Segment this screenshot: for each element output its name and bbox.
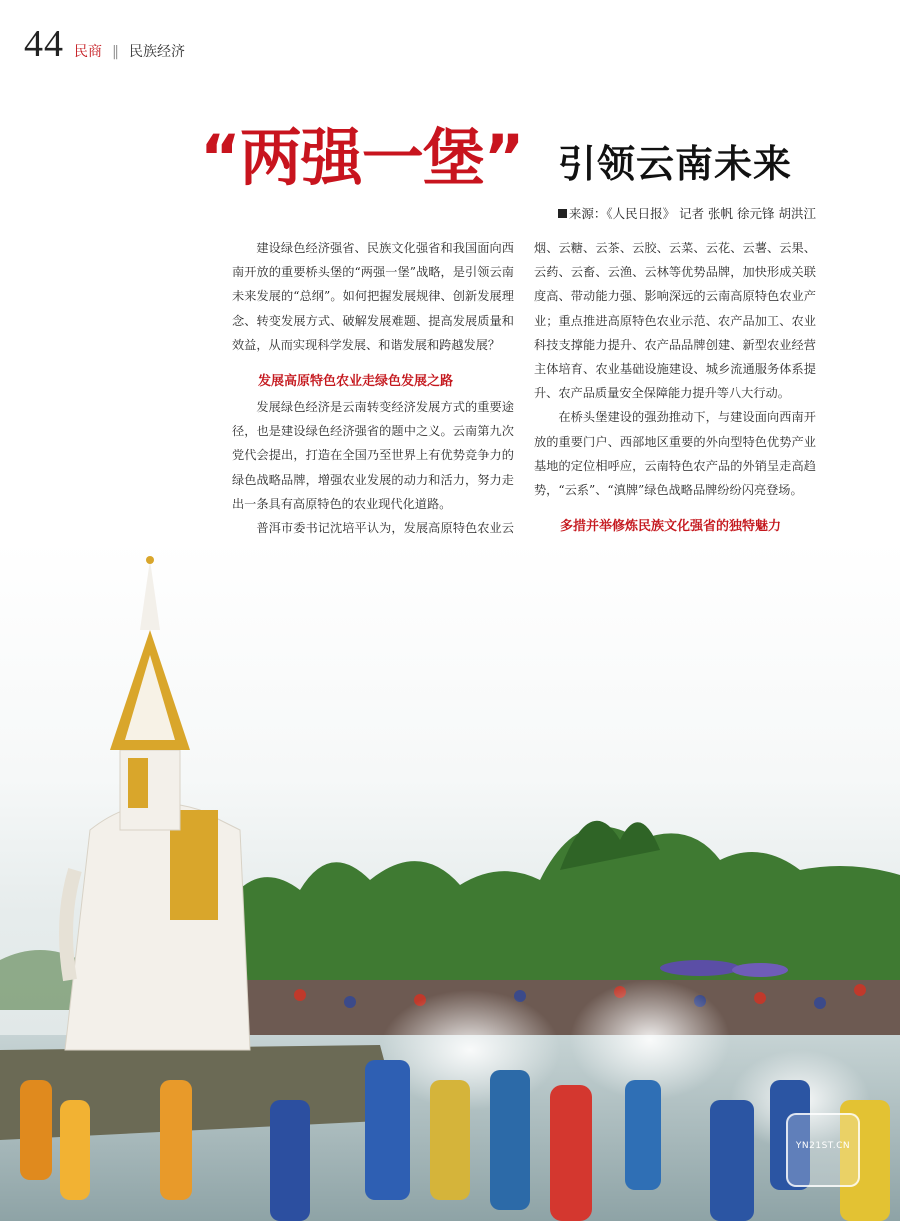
byline-square-icon xyxy=(558,209,567,218)
paragraph-continued: 烟、云糖、云茶、云胶、云菜、云花、云薯、云果、云药、云畜、云渔、云林等优势品牌，加快形成关联度高、带动能力强、影响深远的云南高原特色农业产业；重点推进高原特色农业示范、农产品加工、农业科技支撑能力提升、农产品品牌创建、新型农业经营主体培育、农业基础设施建设、城乡流通服务体系提升、农产品质量安全保障能力提升等八大行动。 xyxy=(534,241,816,401)
byline xyxy=(558,204,816,222)
paragraph: 在桥头堡建设的强劲推动下，与建设面向西南开放的重要门户、西部地区重要的外向型特色优势产业基地的定位相呼应，云南特色农产品的外销呈走高趋势，“云系”、“滇牌”绿色战略品牌纷纷闪亮登场。 xyxy=(534,410,816,498)
headline-red-part: “两强一堡” xyxy=(200,121,524,194)
subsection-label: 民族经济 xyxy=(129,44,185,60)
page-number: 44 xyxy=(24,23,64,65)
section-heading-agriculture: 发展高原特色农业走绿色发展之路 xyxy=(258,374,454,390)
intro-paragraph: 建设绿色经济强省、民族文化强省和我国面向西南开放的重要桥头堡的“两强一堡”战略，是引领云南未来发展的“总纲”。如何把握发展规律、创新发展理念、转变发展方式、破解发展难题、提高发展质量和效益，从而实现科学发展、和谐发展和跨越发展？ xyxy=(232,241,514,352)
watermark-text: YN21ST.CN xyxy=(795,1141,851,1151)
byline-text: 来源：《人民日报》 记者 张帆 徐元锋 胡洪江 xyxy=(568,206,816,221)
paragraph: 普洱市委书记沈培平认为，发展高原特色农业云 xyxy=(256,521,514,536)
paragraph: 发展绿色经济是云南转变经济发展方式的重要途径，也是建设绿色经济强省的题中之义。云南第九次党代会提出，打造在全国乃至世界上有优势竞争力的绿色战略品牌，增强农业发展的动力和活力，努力走出一条具有高原特色的农业现代化道路。 xyxy=(232,400,514,511)
headline-black-part: 引领云南未来 xyxy=(558,142,793,186)
section-separator: ‖ xyxy=(112,44,119,60)
site-watermark-logo xyxy=(786,1113,860,1187)
section-label: 民商 xyxy=(74,44,102,60)
article-headline xyxy=(200,118,840,198)
page-header xyxy=(24,22,185,66)
section-heading-culture: 多措并举修炼民族文化强省的独特魅力 xyxy=(560,519,782,535)
photo-illustration xyxy=(0,540,900,1221)
water-splashing-festival-photo xyxy=(0,540,900,1221)
